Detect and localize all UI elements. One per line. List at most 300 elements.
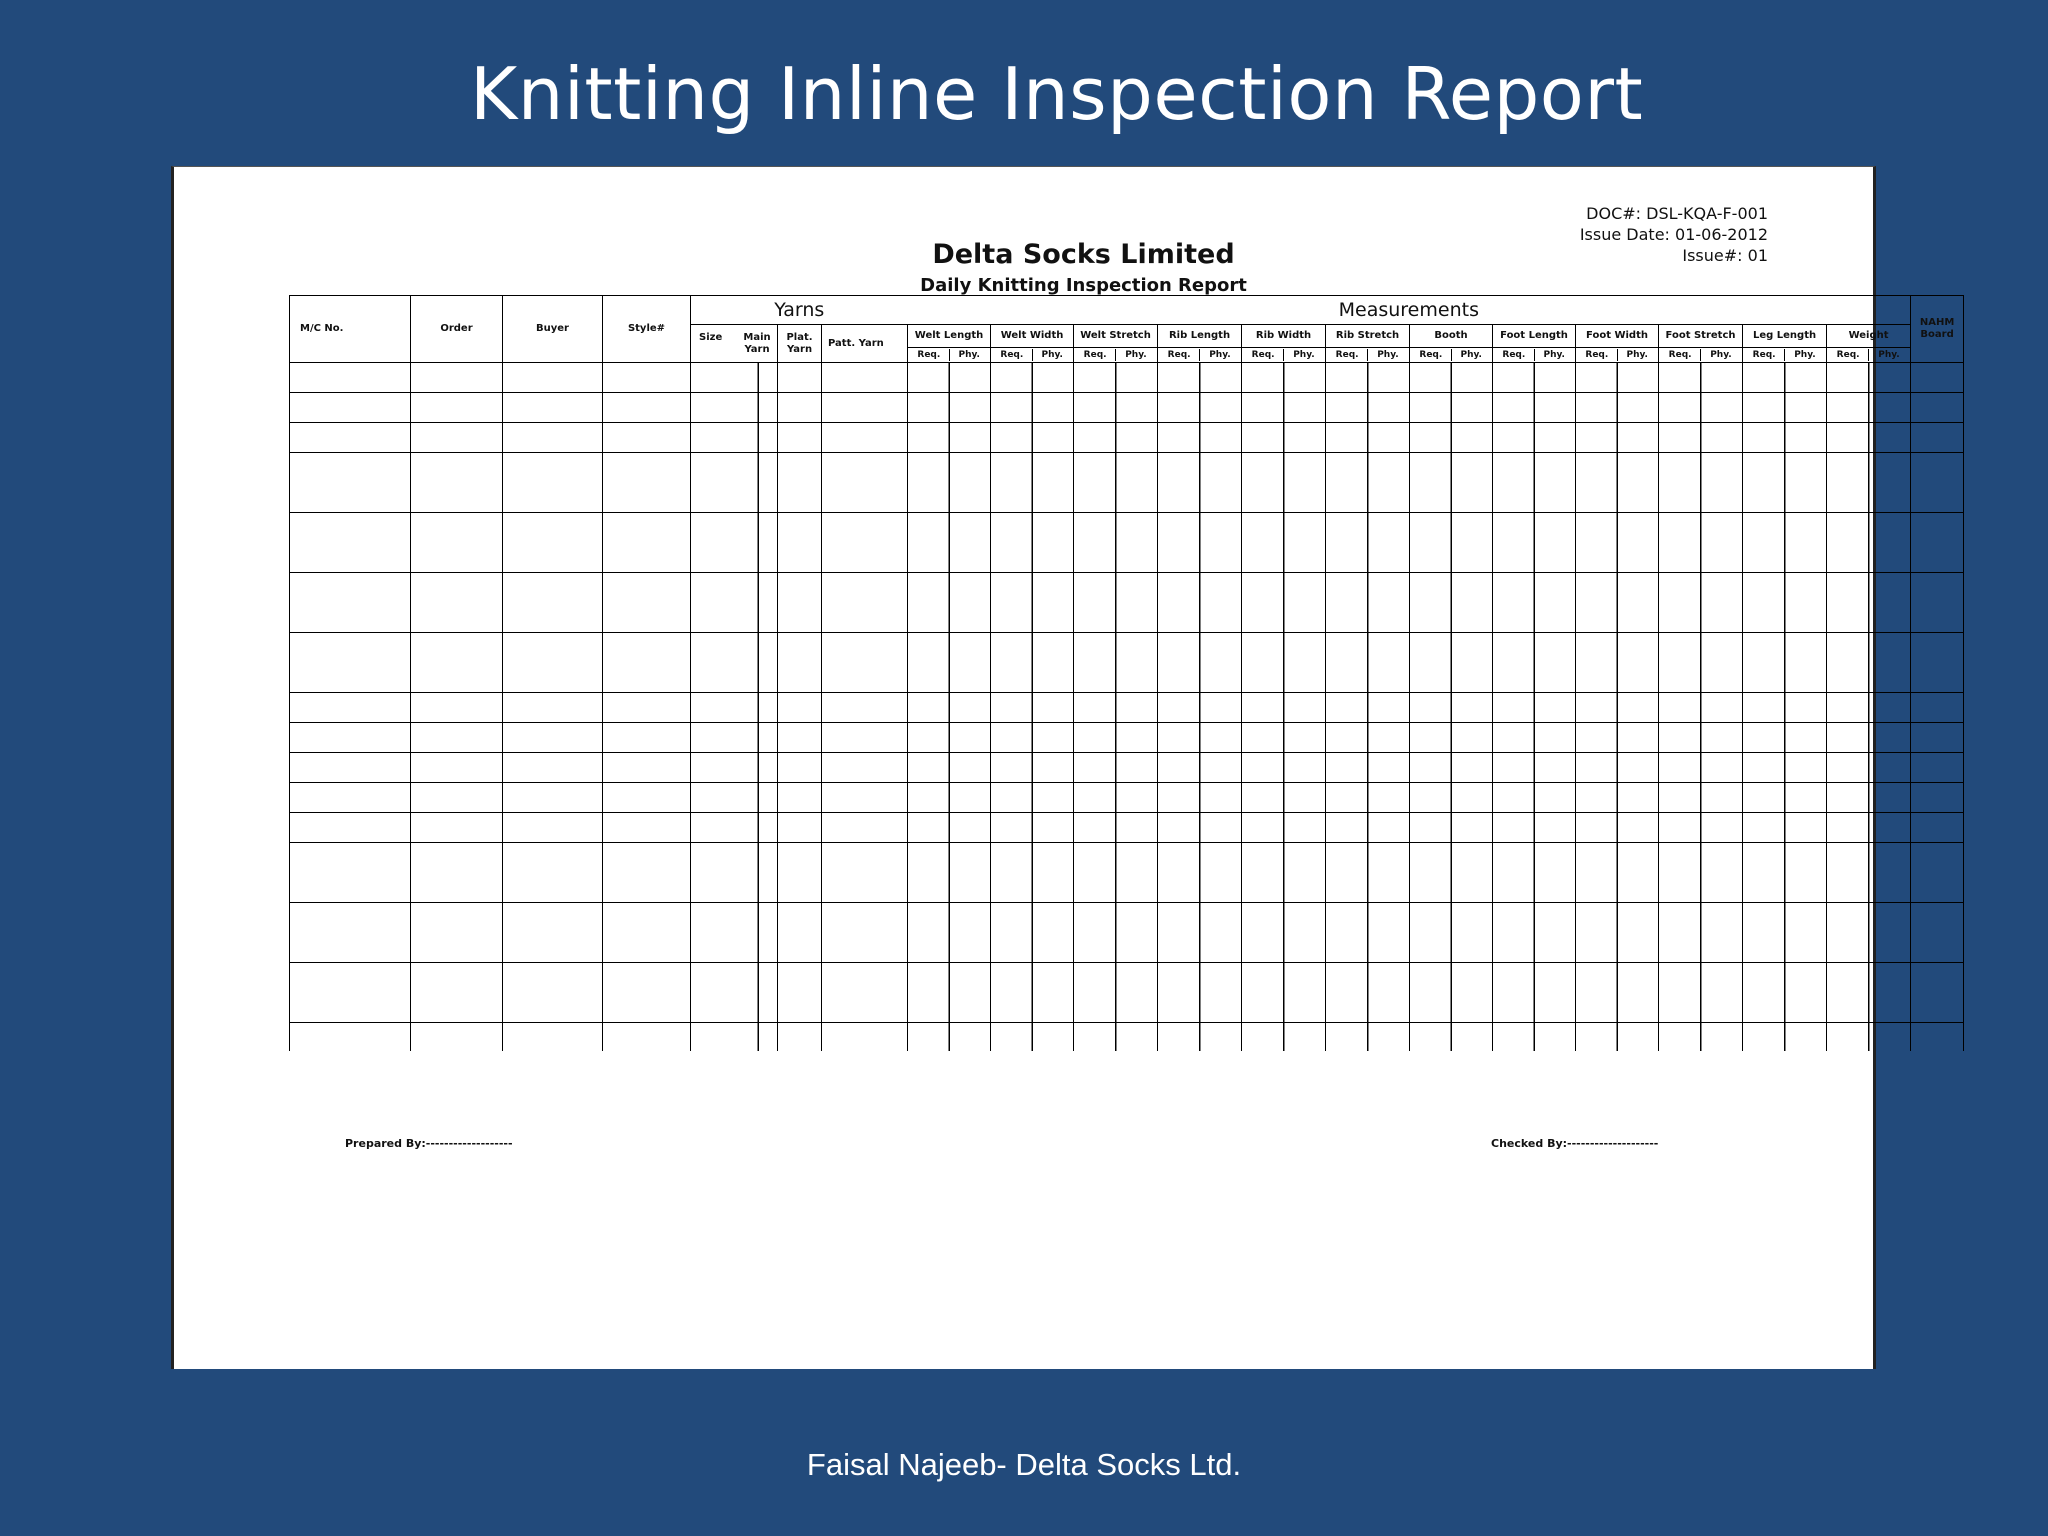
table-cell[interactable] bbox=[1326, 963, 1410, 1023]
table-cell[interactable] bbox=[1493, 363, 1576, 393]
table-cell[interactable] bbox=[1242, 753, 1326, 783]
table-cell[interactable] bbox=[1158, 363, 1242, 393]
table-cell[interactable] bbox=[778, 723, 822, 753]
table-cell[interactable] bbox=[691, 513, 778, 573]
table-cell[interactable] bbox=[991, 453, 1074, 513]
table-cell[interactable] bbox=[778, 393, 822, 423]
table-cell[interactable] bbox=[1074, 633, 1158, 693]
table-cell[interactable] bbox=[411, 813, 503, 843]
table-cell[interactable] bbox=[503, 903, 603, 963]
table-cell[interactable] bbox=[822, 813, 908, 843]
table-cell[interactable] bbox=[1827, 813, 1911, 843]
table-cell[interactable] bbox=[290, 393, 411, 423]
table-cell[interactable] bbox=[1074, 453, 1158, 513]
table-cell[interactable] bbox=[1743, 963, 1827, 1023]
table-cell[interactable] bbox=[908, 573, 991, 633]
table-cell[interactable] bbox=[991, 813, 1074, 843]
table-cell[interactable] bbox=[691, 1023, 778, 1052]
table-cell[interactable] bbox=[1493, 843, 1576, 903]
table-cell[interactable] bbox=[1911, 423, 1964, 453]
table-cell[interactable] bbox=[691, 963, 778, 1023]
table-cell[interactable] bbox=[822, 633, 908, 693]
table-cell[interactable] bbox=[1326, 633, 1410, 693]
table-cell[interactable] bbox=[1827, 633, 1911, 693]
table-cell[interactable] bbox=[603, 573, 691, 633]
table-cell[interactable] bbox=[908, 363, 991, 393]
table-cell[interactable] bbox=[1326, 723, 1410, 753]
table-cell[interactable] bbox=[1074, 783, 1158, 813]
table-cell[interactable] bbox=[1827, 573, 1911, 633]
table-cell[interactable] bbox=[822, 903, 908, 963]
table-cell[interactable] bbox=[778, 633, 822, 693]
table-cell[interactable] bbox=[1410, 963, 1493, 1023]
table-cell[interactable] bbox=[1911, 363, 1964, 393]
table-cell[interactable] bbox=[1074, 573, 1158, 633]
table-cell[interactable] bbox=[1493, 423, 1576, 453]
table-cell[interactable] bbox=[1659, 693, 1743, 723]
table-cell[interactable] bbox=[290, 363, 411, 393]
table-cell[interactable] bbox=[1158, 753, 1242, 783]
table-cell[interactable] bbox=[1827, 453, 1911, 513]
table-cell[interactable] bbox=[822, 423, 908, 453]
table-cell[interactable] bbox=[991, 753, 1074, 783]
table-cell[interactable] bbox=[411, 783, 503, 813]
table-cell[interactable] bbox=[1659, 963, 1743, 1023]
table-cell[interactable] bbox=[778, 513, 822, 573]
table-cell[interactable] bbox=[503, 693, 603, 723]
table-cell[interactable] bbox=[1743, 573, 1827, 633]
table-cell[interactable] bbox=[908, 393, 991, 423]
table-cell[interactable] bbox=[290, 723, 411, 753]
table-cell[interactable] bbox=[603, 693, 691, 723]
table-cell[interactable] bbox=[1074, 693, 1158, 723]
table-cell[interactable] bbox=[290, 843, 411, 903]
table-cell[interactable] bbox=[1911, 513, 1964, 573]
table-cell[interactable] bbox=[603, 1023, 691, 1052]
table-cell[interactable] bbox=[1659, 393, 1743, 423]
table-cell[interactable] bbox=[1576, 573, 1659, 633]
table-cell[interactable] bbox=[1074, 903, 1158, 963]
table-cell[interactable] bbox=[1911, 963, 1964, 1023]
table-cell[interactable] bbox=[290, 513, 411, 573]
table-cell[interactable] bbox=[1410, 753, 1493, 783]
table-cell[interactable] bbox=[822, 783, 908, 813]
table-cell[interactable] bbox=[503, 423, 603, 453]
table-cell[interactable] bbox=[1074, 1023, 1158, 1052]
table-cell[interactable] bbox=[1576, 633, 1659, 693]
table-cell[interactable] bbox=[1827, 753, 1911, 783]
table-cell[interactable] bbox=[691, 633, 778, 693]
table-cell[interactable] bbox=[778, 753, 822, 783]
table-cell[interactable] bbox=[1326, 423, 1410, 453]
table-cell[interactable] bbox=[991, 423, 1074, 453]
table-cell[interactable] bbox=[603, 423, 691, 453]
table-cell[interactable] bbox=[991, 843, 1074, 903]
table-cell[interactable] bbox=[1326, 513, 1410, 573]
table-cell[interactable] bbox=[1827, 423, 1911, 453]
table-cell[interactable] bbox=[1911, 723, 1964, 753]
table-cell[interactable] bbox=[1743, 813, 1827, 843]
table-cell[interactable] bbox=[691, 573, 778, 633]
table-cell[interactable] bbox=[1493, 393, 1576, 423]
table-cell[interactable] bbox=[778, 453, 822, 513]
table-cell[interactable] bbox=[1911, 813, 1964, 843]
table-cell[interactable] bbox=[503, 513, 603, 573]
table-cell[interactable] bbox=[1576, 843, 1659, 903]
table-cell[interactable] bbox=[1242, 573, 1326, 633]
table-cell[interactable] bbox=[1326, 363, 1410, 393]
table-cell[interactable] bbox=[822, 843, 908, 903]
table-cell[interactable] bbox=[908, 633, 991, 693]
table-cell[interactable] bbox=[1326, 903, 1410, 963]
table-cell[interactable] bbox=[778, 903, 822, 963]
table-cell[interactable] bbox=[1326, 783, 1410, 813]
table-cell[interactable] bbox=[1158, 573, 1242, 633]
table-cell[interactable] bbox=[1074, 813, 1158, 843]
table-cell[interactable] bbox=[1743, 453, 1827, 513]
table-cell[interactable] bbox=[691, 393, 778, 423]
table-cell[interactable] bbox=[778, 363, 822, 393]
table-cell[interactable] bbox=[290, 783, 411, 813]
table-cell[interactable] bbox=[290, 693, 411, 723]
table-cell[interactable] bbox=[691, 363, 778, 393]
table-cell[interactable] bbox=[1659, 513, 1743, 573]
table-cell[interactable] bbox=[1743, 843, 1827, 903]
table-cell[interactable] bbox=[1827, 903, 1911, 963]
table-cell[interactable] bbox=[1158, 903, 1242, 963]
table-cell[interactable] bbox=[1158, 1023, 1242, 1052]
table-cell[interactable] bbox=[411, 843, 503, 903]
table-cell[interactable] bbox=[822, 963, 908, 1023]
table-cell[interactable] bbox=[1410, 453, 1493, 513]
table-cell[interactable] bbox=[778, 783, 822, 813]
table-cell[interactable] bbox=[503, 963, 603, 1023]
table-cell[interactable] bbox=[1659, 363, 1743, 393]
table-cell[interactable] bbox=[1743, 723, 1827, 753]
table-cell[interactable] bbox=[778, 1023, 822, 1052]
table-cell[interactable] bbox=[1576, 363, 1659, 393]
table-cell[interactable] bbox=[1827, 1023, 1911, 1052]
table-cell[interactable] bbox=[908, 723, 991, 753]
table-cell[interactable] bbox=[1576, 693, 1659, 723]
table-cell[interactable] bbox=[1242, 453, 1326, 513]
table-cell[interactable] bbox=[778, 423, 822, 453]
table-cell[interactable] bbox=[822, 723, 908, 753]
table-cell[interactable] bbox=[991, 513, 1074, 573]
table-cell[interactable] bbox=[1911, 393, 1964, 423]
table-cell[interactable] bbox=[908, 423, 991, 453]
table-cell[interactable] bbox=[1743, 1023, 1827, 1052]
table-cell[interactable] bbox=[822, 1023, 908, 1052]
table-cell[interactable] bbox=[1659, 843, 1743, 903]
table-cell[interactable] bbox=[822, 393, 908, 423]
table-cell[interactable] bbox=[290, 423, 411, 453]
table-cell[interactable] bbox=[908, 753, 991, 783]
table-cell[interactable] bbox=[1326, 843, 1410, 903]
table-cell[interactable] bbox=[1576, 813, 1659, 843]
table-cell[interactable] bbox=[603, 843, 691, 903]
table-cell[interactable] bbox=[691, 723, 778, 753]
table-cell[interactable] bbox=[603, 723, 691, 753]
table-cell[interactable] bbox=[1743, 693, 1827, 723]
table-cell[interactable] bbox=[290, 453, 411, 513]
table-cell[interactable] bbox=[1410, 843, 1493, 903]
table-cell[interactable] bbox=[411, 903, 503, 963]
table-cell[interactable] bbox=[778, 963, 822, 1023]
table-cell[interactable] bbox=[822, 573, 908, 633]
table-cell[interactable] bbox=[1074, 423, 1158, 453]
table-cell[interactable] bbox=[1158, 423, 1242, 453]
table-cell[interactable] bbox=[778, 843, 822, 903]
table-cell[interactable] bbox=[1743, 393, 1827, 423]
table-cell[interactable] bbox=[1743, 363, 1827, 393]
table-cell[interactable] bbox=[908, 903, 991, 963]
table-cell[interactable] bbox=[991, 693, 1074, 723]
table-cell[interactable] bbox=[908, 453, 991, 513]
table-cell[interactable] bbox=[603, 633, 691, 693]
table-cell[interactable] bbox=[1493, 723, 1576, 753]
table-cell[interactable] bbox=[1576, 513, 1659, 573]
table-cell[interactable] bbox=[411, 393, 503, 423]
table-cell[interactable] bbox=[691, 903, 778, 963]
table-cell[interactable] bbox=[1242, 783, 1326, 813]
table-cell[interactable] bbox=[1410, 903, 1493, 963]
table-cell[interactable] bbox=[1074, 723, 1158, 753]
table-cell[interactable] bbox=[1242, 813, 1326, 843]
table-cell[interactable] bbox=[1659, 783, 1743, 813]
table-cell[interactable] bbox=[991, 783, 1074, 813]
table-cell[interactable] bbox=[1410, 693, 1493, 723]
table-cell[interactable] bbox=[503, 723, 603, 753]
table-cell[interactable] bbox=[411, 753, 503, 783]
table-cell[interactable] bbox=[1242, 393, 1326, 423]
table-cell[interactable] bbox=[1911, 633, 1964, 693]
table-cell[interactable] bbox=[1242, 963, 1326, 1023]
table-cell[interactable] bbox=[1410, 723, 1493, 753]
table-cell[interactable] bbox=[1659, 753, 1743, 783]
table-cell[interactable] bbox=[1074, 513, 1158, 573]
table-cell[interactable] bbox=[1242, 1023, 1326, 1052]
table-cell[interactable] bbox=[1743, 783, 1827, 813]
table-cell[interactable] bbox=[1827, 513, 1911, 573]
table-cell[interactable] bbox=[908, 843, 991, 903]
table-cell[interactable] bbox=[1158, 723, 1242, 753]
table-cell[interactable] bbox=[411, 363, 503, 393]
table-cell[interactable] bbox=[1242, 633, 1326, 693]
table-cell[interactable] bbox=[1074, 963, 1158, 1023]
table-cell[interactable] bbox=[290, 963, 411, 1023]
table-cell[interactable] bbox=[290, 573, 411, 633]
table-cell[interactable] bbox=[1493, 573, 1576, 633]
table-cell[interactable] bbox=[1911, 903, 1964, 963]
table-cell[interactable] bbox=[1911, 843, 1964, 903]
table-cell[interactable] bbox=[691, 453, 778, 513]
table-cell[interactable] bbox=[991, 393, 1074, 423]
table-cell[interactable] bbox=[503, 573, 603, 633]
table-cell[interactable] bbox=[1493, 1023, 1576, 1052]
table-cell[interactable] bbox=[1326, 813, 1410, 843]
table-cell[interactable] bbox=[1743, 903, 1827, 963]
table-cell[interactable] bbox=[908, 963, 991, 1023]
table-cell[interactable] bbox=[1158, 813, 1242, 843]
table-cell[interactable] bbox=[908, 513, 991, 573]
table-cell[interactable] bbox=[1911, 1023, 1964, 1052]
table-cell[interactable] bbox=[1576, 453, 1659, 513]
table-cell[interactable] bbox=[411, 1023, 503, 1052]
table-cell[interactable] bbox=[1242, 843, 1326, 903]
table-cell[interactable] bbox=[1074, 393, 1158, 423]
table-cell[interactable] bbox=[1410, 423, 1493, 453]
table-cell[interactable] bbox=[778, 813, 822, 843]
table-cell[interactable] bbox=[908, 1023, 991, 1052]
table-cell[interactable] bbox=[991, 633, 1074, 693]
table-cell[interactable] bbox=[1158, 633, 1242, 693]
table-cell[interactable] bbox=[778, 693, 822, 723]
table-cell[interactable] bbox=[290, 1023, 411, 1052]
table-cell[interactable] bbox=[1659, 453, 1743, 513]
table-cell[interactable] bbox=[290, 753, 411, 783]
table-cell[interactable] bbox=[1410, 633, 1493, 693]
table-cell[interactable] bbox=[411, 453, 503, 513]
table-cell[interactable] bbox=[1074, 753, 1158, 783]
table-cell[interactable] bbox=[991, 963, 1074, 1023]
table-cell[interactable] bbox=[411, 723, 503, 753]
table-cell[interactable] bbox=[1659, 813, 1743, 843]
table-cell[interactable] bbox=[1158, 843, 1242, 903]
table-cell[interactable] bbox=[991, 573, 1074, 633]
table-cell[interactable] bbox=[1576, 723, 1659, 753]
table-cell[interactable] bbox=[991, 903, 1074, 963]
table-cell[interactable] bbox=[1576, 1023, 1659, 1052]
table-cell[interactable] bbox=[411, 963, 503, 1023]
table-cell[interactable] bbox=[1158, 453, 1242, 513]
table-cell[interactable] bbox=[503, 1023, 603, 1052]
table-cell[interactable] bbox=[1158, 963, 1242, 1023]
table-cell[interactable] bbox=[1493, 693, 1576, 723]
table-cell[interactable] bbox=[1827, 723, 1911, 753]
table-cell[interactable] bbox=[1659, 573, 1743, 633]
table-cell[interactable] bbox=[1326, 393, 1410, 423]
table-cell[interactable] bbox=[603, 453, 691, 513]
table-cell[interactable] bbox=[691, 423, 778, 453]
table-cell[interactable] bbox=[1911, 753, 1964, 783]
table-cell[interactable] bbox=[691, 813, 778, 843]
table-cell[interactable] bbox=[603, 513, 691, 573]
table-cell[interactable] bbox=[991, 1023, 1074, 1052]
table-cell[interactable] bbox=[991, 363, 1074, 393]
table-cell[interactable] bbox=[1493, 633, 1576, 693]
table-cell[interactable] bbox=[411, 513, 503, 573]
table-cell[interactable] bbox=[1493, 453, 1576, 513]
table-cell[interactable] bbox=[411, 633, 503, 693]
table-cell[interactable] bbox=[1576, 783, 1659, 813]
table-cell[interactable] bbox=[290, 903, 411, 963]
table-cell[interactable] bbox=[1827, 783, 1911, 813]
table-cell[interactable] bbox=[908, 813, 991, 843]
table-cell[interactable] bbox=[1410, 783, 1493, 813]
table-cell[interactable] bbox=[1242, 513, 1326, 573]
table-cell[interactable] bbox=[822, 363, 908, 393]
table-cell[interactable] bbox=[1158, 783, 1242, 813]
table-cell[interactable] bbox=[603, 783, 691, 813]
table-cell[interactable] bbox=[1326, 1023, 1410, 1052]
table-cell[interactable] bbox=[1911, 573, 1964, 633]
table-cell[interactable] bbox=[1410, 1023, 1493, 1052]
table-cell[interactable] bbox=[822, 753, 908, 783]
table-cell[interactable] bbox=[822, 513, 908, 573]
table-cell[interactable] bbox=[1827, 363, 1911, 393]
table-cell[interactable] bbox=[503, 753, 603, 783]
table-cell[interactable] bbox=[1493, 963, 1576, 1023]
table-cell[interactable] bbox=[1743, 753, 1827, 783]
table-cell[interactable] bbox=[778, 573, 822, 633]
table-cell[interactable] bbox=[290, 633, 411, 693]
table-cell[interactable] bbox=[1911, 693, 1964, 723]
table-cell[interactable] bbox=[1576, 963, 1659, 1023]
table-cell[interactable] bbox=[822, 453, 908, 513]
table-cell[interactable] bbox=[908, 693, 991, 723]
table-cell[interactable] bbox=[1493, 813, 1576, 843]
table-cell[interactable] bbox=[1743, 633, 1827, 693]
table-cell[interactable] bbox=[1326, 453, 1410, 513]
table-cell[interactable] bbox=[1242, 723, 1326, 753]
table-cell[interactable] bbox=[1576, 393, 1659, 423]
table-cell[interactable] bbox=[1242, 363, 1326, 393]
table-cell[interactable] bbox=[411, 693, 503, 723]
table-cell[interactable] bbox=[1911, 783, 1964, 813]
table-cell[interactable] bbox=[1493, 513, 1576, 573]
table-cell[interactable] bbox=[691, 753, 778, 783]
table-cell[interactable] bbox=[1074, 843, 1158, 903]
table-cell[interactable] bbox=[1410, 363, 1493, 393]
table-cell[interactable] bbox=[1659, 423, 1743, 453]
table-cell[interactable] bbox=[290, 813, 411, 843]
table-cell[interactable] bbox=[603, 813, 691, 843]
table-cell[interactable] bbox=[691, 843, 778, 903]
table-cell[interactable] bbox=[1074, 363, 1158, 393]
table-cell[interactable] bbox=[1242, 693, 1326, 723]
table-cell[interactable] bbox=[1493, 783, 1576, 813]
table-cell[interactable] bbox=[1827, 843, 1911, 903]
table-cell[interactable] bbox=[503, 633, 603, 693]
table-cell[interactable] bbox=[1576, 753, 1659, 783]
table-cell[interactable] bbox=[503, 783, 603, 813]
table-cell[interactable] bbox=[1659, 633, 1743, 693]
table-cell[interactable] bbox=[1242, 423, 1326, 453]
table-cell[interactable] bbox=[1410, 573, 1493, 633]
table-cell[interactable] bbox=[908, 783, 991, 813]
table-cell[interactable] bbox=[1659, 1023, 1743, 1052]
table-cell[interactable] bbox=[1827, 693, 1911, 723]
table-cell[interactable] bbox=[1410, 513, 1493, 573]
table-cell[interactable] bbox=[603, 903, 691, 963]
table-cell[interactable] bbox=[503, 813, 603, 843]
table-cell[interactable] bbox=[1410, 813, 1493, 843]
table-cell[interactable] bbox=[822, 693, 908, 723]
table-cell[interactable] bbox=[503, 363, 603, 393]
table-cell[interactable] bbox=[1743, 513, 1827, 573]
table-cell[interactable] bbox=[1659, 723, 1743, 753]
table-cell[interactable] bbox=[1158, 393, 1242, 423]
table-cell[interactable] bbox=[1326, 693, 1410, 723]
table-cell[interactable] bbox=[1743, 423, 1827, 453]
table-cell[interactable] bbox=[503, 843, 603, 903]
table-cell[interactable] bbox=[1326, 573, 1410, 633]
table-cell[interactable] bbox=[503, 453, 603, 513]
table-cell[interactable] bbox=[1576, 903, 1659, 963]
table-cell[interactable] bbox=[1493, 903, 1576, 963]
table-cell[interactable] bbox=[1659, 903, 1743, 963]
